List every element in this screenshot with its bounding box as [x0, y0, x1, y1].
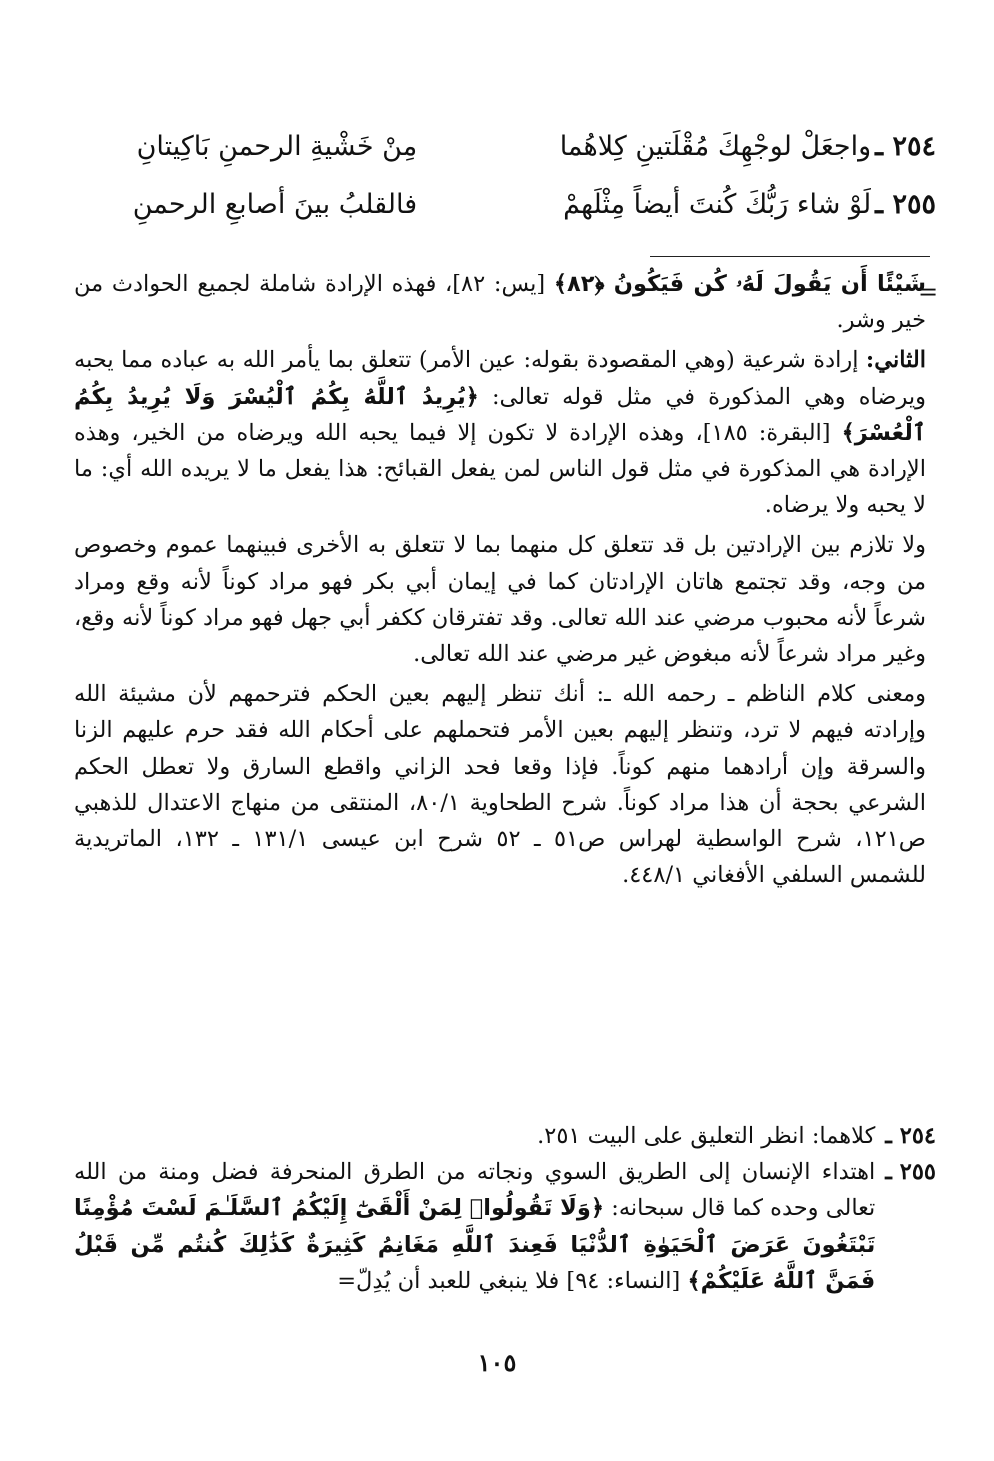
verse-first-hemistich: لَوْ شاء رَبُّكَ كُنتَ أيضاً مِثْلَهمْ [563, 189, 872, 220]
note-text: [يس: ٨٢]، فهذه الإرادة شاملة لجميع الحوادث من خير وشر. [74, 271, 926, 334]
note-paragraph [74, 266, 926, 338]
verse-second-hemistich: فالقلبُ بينَ أصابعِ الرحمنِ [132, 189, 418, 220]
note-paragraph: ولا تلازم بين الإرادتين بل قد تتعلق كل منهما بما لا تتعلق به الأخرى فبينهما عموم وخصوص من وجه، وقد تجتمع هاتان الإرادتان كما في إيمان أبي بكر فهو مراد كوناً لأنه وقع ومراد شرعاً لأنه محبوب مرضي عند الله تعالى. وقد تفترقان ككفر أبي جهل فهو مراد كوناً لأنه وقع، وغير مراد شرعاً لأنه مبغوض غير مرضي عند الله تعالى. [74, 532, 926, 668]
continuation-mark: = [918, 278, 939, 306]
verse-254 [70, 118, 936, 176]
numbered-notes [74, 1118, 936, 1299]
note-body [74, 1154, 875, 1299]
note-text: إرادة شرعية (وهي المقصودة بقوله: عين الأمر) تتعلق بما يأمر الله به عباده مما يحبه ويرضاه وهي المذكورة في مثل قوله تعالى: [74, 347, 927, 410]
note-text: اهتداء الإنسان إلى الطريق السوي ونجاته من الطرق المنحرفة فضل ومنة من الله تعالى وحده كما قال سبحانه: [74, 1159, 876, 1222]
note-body [74, 1118, 875, 1154]
note-number: ٢٥٥ ـ [885, 1159, 936, 1186]
quran-quote: شَيْئًا أَن يَقُولَ لَهُۥ كُن فَيَكُونُ ﴿٨٢﴾ [553, 271, 926, 297]
note-text: [النساء: ٩٤] فلا ينبغي للعبد أن يُدِلّ= [337, 1267, 681, 1294]
note-paragraph [74, 342, 926, 523]
commentary-notes [74, 266, 926, 897]
numbered-note-255 [74, 1154, 936, 1299]
verse-number: ٢٥٥ ـ [875, 189, 936, 220]
note-number: ٢٥٤ ـ [885, 1123, 936, 1149]
verse-255 [70, 176, 936, 234]
note-paragraph: ومعنى كلام الناظم ـ رحمه الله ـ: أنك تنظر إليهم بعين الحكم فترحمهم لأن مشيئة الله وإرادته فيهم لا ترد، وتنظر إليهم بعين الأمر فتحملهم على أحكام الله فقد حرم عليهم الزنا والسرقة وإن أرادهما منهم كوناً. فإذا وقعا فحد الزاني واقطع السارق ولا تعطل الحكم الشرعي بحجة أن هذا مراد كوناً. شرح الطحاوية ٨٠/١، المنتقى من منهاج الاعتدال للذهبي ص١٢١، شرح الواسطية لهراس ص٥١ ـ ٥٢ شرح ابن عيسى ١٣١/١ ـ ١٣٢، الماتريدية للشمس السلفي الأفغاني ٤٤٨/١. [74, 681, 926, 889]
note-label: الثاني: [865, 347, 926, 374]
numbered-note-254 [74, 1118, 936, 1154]
verse-first-hemistich: واجعَلْ لوجْهِكَ مُقْلَتينِ كِلاهُما [559, 131, 872, 162]
note-label: كلاهما: [811, 1123, 876, 1149]
verse-number: ٢٥٤ ـ [875, 131, 936, 162]
note-text: [البقرة: ١٨٥]، وهذه الإرادة لا تكون إلا فيما يحبه الله ويرضاه من الخير، وهذه الإرادة هي المذكورة في مثل قول الناس لمن يفعل القبائح: هذا يفعل ما لا يريده الله أي: ما لا يحبه ولا يرضاه. [74, 419, 926, 519]
quran-quote: ﴿وَلَا تَقُولُوا۟ لِمَنْ أَلْقَىٰٓ إِلَيْكُمُ ٱلسَّلَـٰمَ لَسْتَ مُؤْمِنًا تَبْتَغُونَ عَرَضَ ٱلْحَيَوٰةِ ٱلدُّنْيَا فَعِندَ ٱللَّهِ مَغَانِمُ كَثِيرَةٌ كَذَٰلِكَ كُنتُم مِّن قَبْلُ فَمَنَّ ٱللَّهُ عَلَيْكُمْ﴾ [74, 1195, 876, 1294]
verse-second-hemistich: مِنْ خَشْيةِ الرحمنِ بَاكِيتانِ [136, 131, 418, 162]
footnote-separator [650, 256, 930, 257]
poem-verses [70, 118, 936, 234]
quran-quote: ﴿يُرِيدُ ٱللَّهُ بِكُمُ ٱلْيُسْرَ وَلَا يُرِيدُ بِكُمُ ٱلْعُسْرَ﴾ [74, 383, 926, 446]
page-number: ١٠٥ [477, 1348, 517, 1377]
note-text: انظر التعليق على البيت ٢٥١. [537, 1123, 805, 1149]
